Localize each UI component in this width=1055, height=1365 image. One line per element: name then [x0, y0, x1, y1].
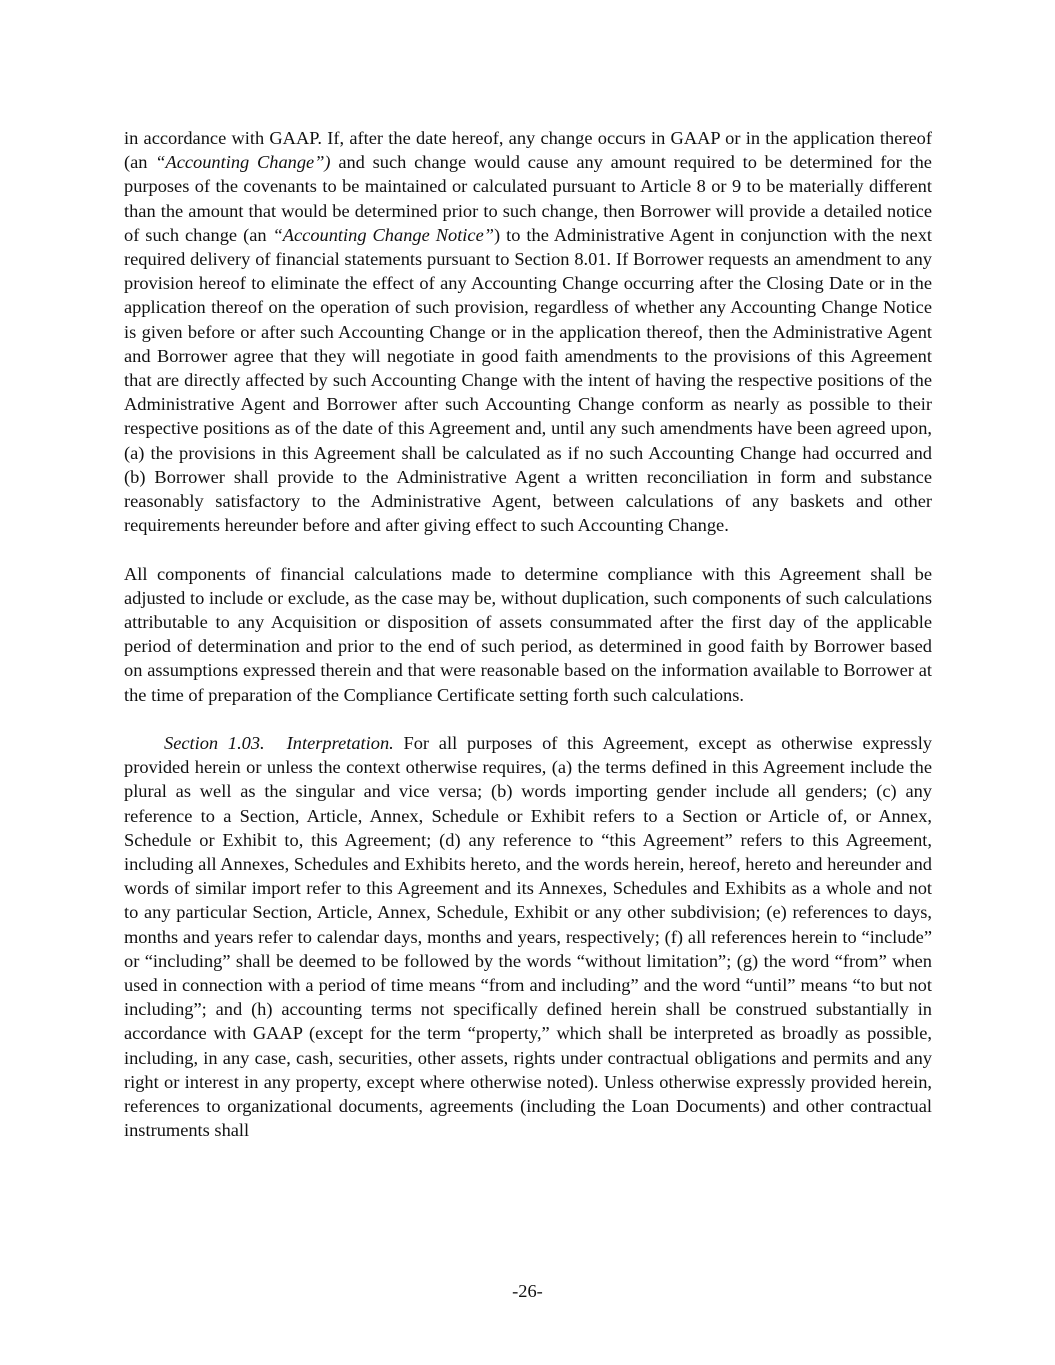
paragraph-financial-calculations: All components of financial calculations made to determine compliance with this Agreement shall be adjusted to include or exclude, as the case may be, without duplication, such components of such calculations attributable to any Acquisition or disposition of assets consummated after the first day of the applicable period of determination and prior to the end of such period, as determined in good faith by Borrower based on assumptions expressed therein and that were reasonable based on the information available to Borrower at the time of preparation of the Compliance Certificate setting forth such calculations.	[124, 563, 932, 705]
p1-text-e: ) to the Administrative Agent in conjunction with the next required delivery of financial statements pursuant to Section 8.01. If Borrower requests an amendment to any provision hereof to eliminate the effect of any Accounting Change occurring after the Closing Date or in the application thereof on the operation of such provision, regardless of whether any Accounting Change Notice is given before or after such Accounting Change or in the application thereof, then the Administrative Agent and Borrower agree that they will negotiate in good faith amendments to the provisions of this Agreement that are directly affected by such Accounting Change with the intent of having the respective positions of the Administrative Agent and Borrower after such Accounting Change conform as nearly as possible to their respective positions as of the date of this Agreement and, until any such amendments have been agreed upon, (a) the provisions in this Agreement shall be calculated as if no such Accounting Change had occurred and (b) Borrower shall provide to the Administrative Agent a written reconciliation in form and substance reasonably satisfactory to the Administrative Agent, between calculations of any baskets and other requirements hereunder before and after giving effect to such Accounting Change.	[124, 224, 932, 536]
paragraph-accounting-change	[124, 126, 932, 537]
section-body: For all purposes of this Agreement, except as otherwise expressly provided herein or unless the context otherwise requires, (a) the terms defined in this Agreement include the plural as well as the singular and vice versa; (b) words importing gender include all genders; (c) any reference to a Section, Article, Annex, Schedule or Exhibit refers to a Section or Article of, or Annex, Schedule or Exhibit to, this Agreement; (d) any reference to “this Agreement” refers to this Agreement, including all Annexes, Schedules and Exhibits hereto, and the words herein, hereof, hereto and hereunder and words of similar import refer to this Agreement and its Annexes, Schedules and Exhibits as a whole and not to any particular Section, Article, Annex, Schedule, Exhibit or any other subdivision; (e) references to days, months and years refer to calendar days, months and years, respectively; (f) all references herein to “include” or “including” shall be deemed to be followed by the words “without limitation”; (g) the word “from” when used in connection with a period of time means “from and including” and the word “until” means “to but not including”; and (h) accounting terms not specifically defined herein shall be construed substantially in accordance with GAAP (except for the term “property,” which shall be interpreted as broadly as possible, including, in any case, cash, securities, other assets, rights under contractual obligations and permits and any right or interest in any property, except where otherwise noted). Unless otherwise expressly provided herein, references to organizational documents, agreements (including the Loan Documents) and other contractual instruments shall	[124, 733, 932, 1141]
p1-text-a: in accordance with GAAP. If, after the date hereof, any change occurs in GAAP or in the application thereof (an	[124, 128, 932, 173]
document-page	[124, 126, 932, 1143]
defined-term-accounting-change: “Accounting Change”)	[155, 152, 331, 173]
section-number: Section 1.03.	[164, 733, 265, 754]
defined-term-accounting-change-notice: “Accounting Change Notice”	[272, 224, 494, 245]
section-title: Interpretation.	[286, 733, 394, 754]
p1-text-c: and such change would cause any amount required to be determined for the purposes of the covenants to be maintained or calculated pursuant to Article 8 or 9 to be materially different than the amount that would be determined prior to such change, then Borrower will provide a detailed notice of such change (an	[124, 152, 932, 245]
page-number: -26-	[512, 1281, 543, 1301]
paragraph-section-1-03	[124, 731, 932, 1142]
